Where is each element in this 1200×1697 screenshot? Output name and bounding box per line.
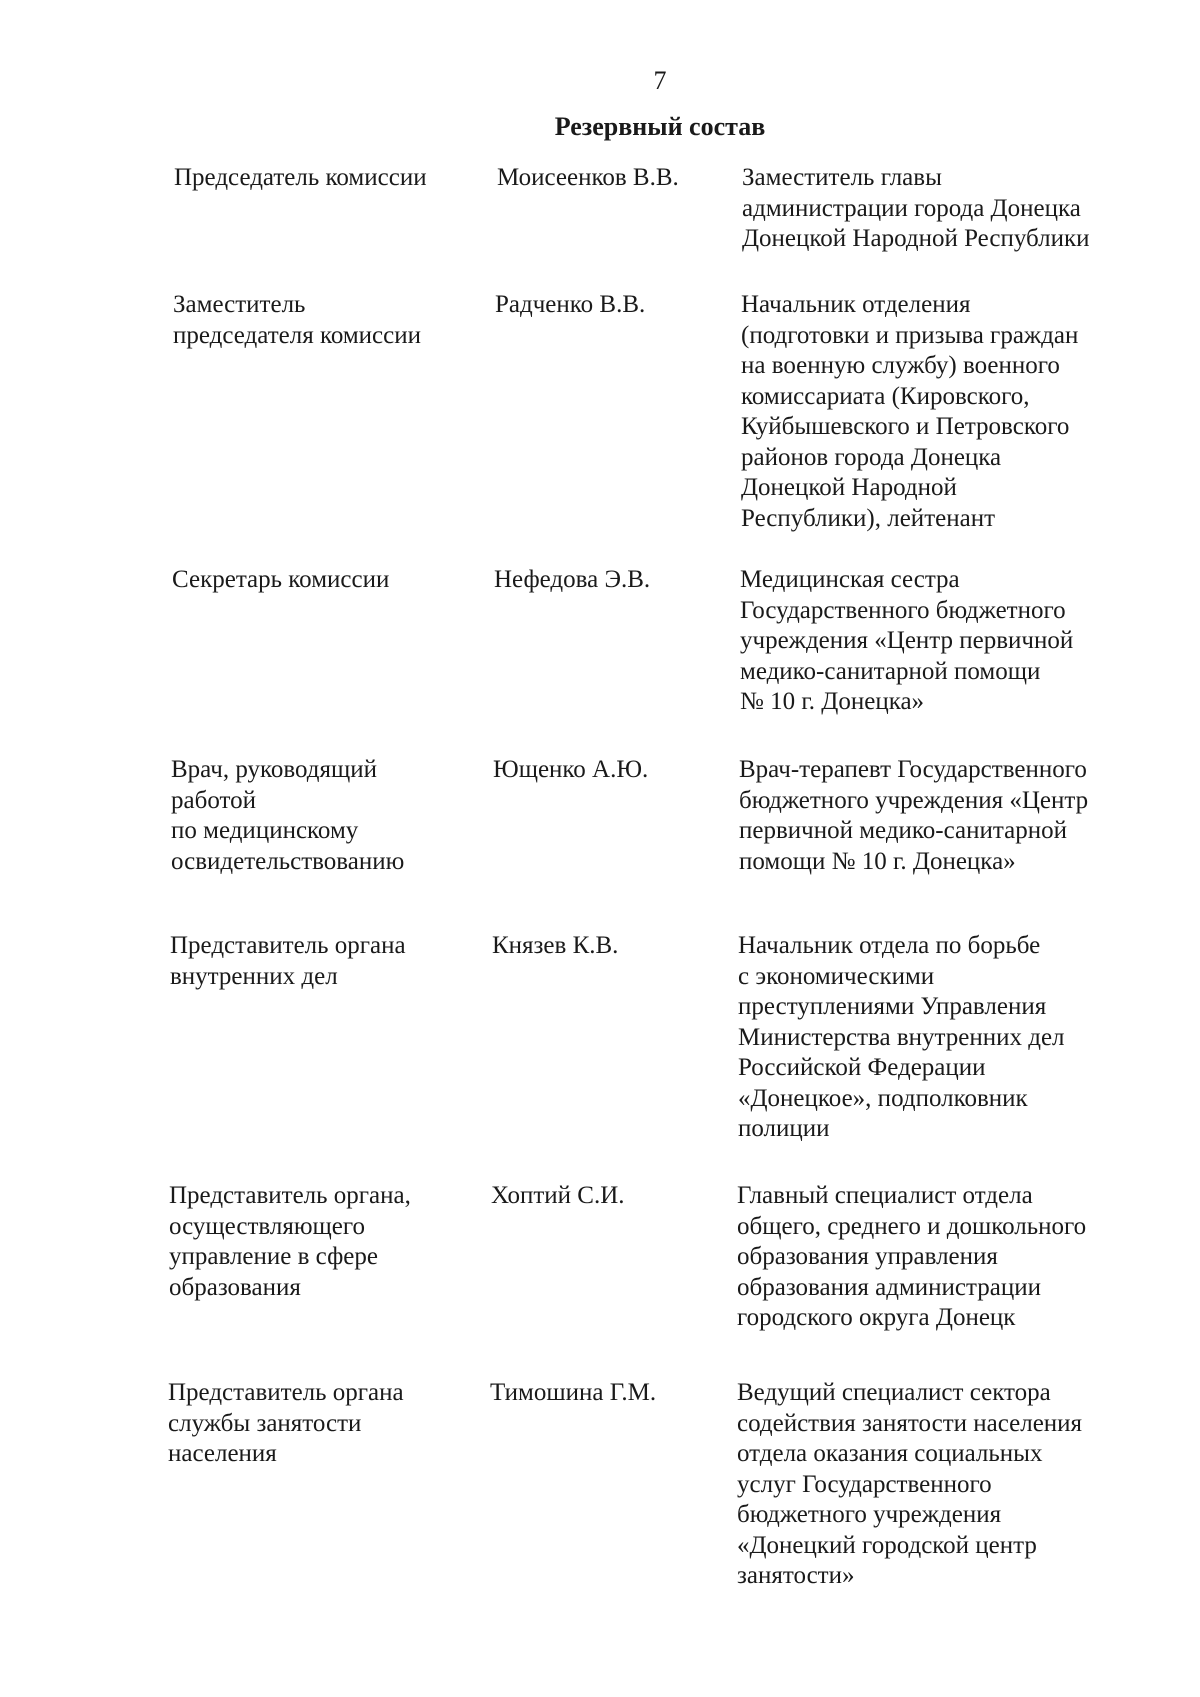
position-line: Ведущий специалист сектора (737, 1379, 1051, 1406)
position-line: «Донецкий городской центр (737, 1531, 1037, 1559)
page-number: 7 (653, 66, 667, 95)
position-line: с экономическими (738, 962, 935, 990)
position-line: Республики), лейтенант (741, 504, 995, 532)
position-line: занятости» (737, 1562, 855, 1589)
role-line: Секретарь комиссии (172, 566, 390, 593)
position-line: общего, среднего и дошкольного (737, 1212, 1087, 1240)
role-line: работой (171, 786, 256, 814)
role-line: освидетельствованию (171, 847, 405, 875)
position-line: Главный специалист отдела (737, 1182, 1033, 1209)
position-line: Донецкой Народной Республики (742, 225, 1090, 252)
position-line: первичной медико-санитарной (739, 817, 1067, 844)
member-position (737, 1378, 1137, 1592)
position-line: № 10 г. Донецка» (740, 688, 925, 715)
position-line: содействия занятости населения (737, 1409, 1083, 1437)
position-line: районов города Донецка (741, 443, 1002, 471)
position-line: услуг Государственного (737, 1470, 992, 1498)
member-name: Моисеенков В.В. (497, 164, 679, 191)
position-line: отдела оказания социальных (737, 1440, 1043, 1467)
member-role (173, 290, 463, 351)
position-line: преступлениями Управления (738, 993, 1047, 1020)
position-line: медико-санитарной помощи (740, 657, 1041, 685)
position-line: учреждения «Центр первичной (740, 627, 1074, 654)
member-role (168, 1378, 458, 1470)
member-position (739, 755, 1139, 877)
role-line: службы занятости (168, 1409, 362, 1437)
member-name: Князев К.В. (492, 932, 619, 959)
role-line: осуществляющего (169, 1212, 365, 1240)
member-name: Хоптий С.И. (491, 1182, 625, 1209)
role-line: управление в сфере (169, 1243, 378, 1270)
position-line: образования управления (737, 1243, 998, 1270)
role-line: Представитель органа (170, 932, 406, 959)
member-position (742, 163, 1142, 255)
role-line: по медицинскому (171, 817, 359, 844)
member-name: Радченко В.В. (495, 291, 646, 318)
position-line: Куйбышевского и Петровского (741, 413, 1070, 440)
position-line: Начальник отделения (741, 291, 971, 318)
role-line: внутренних дел (170, 962, 338, 990)
member-position (741, 290, 1141, 534)
role-line: образования (169, 1273, 301, 1301)
role-line: председателя комиссии (173, 321, 421, 349)
position-line: Российской Федерации (738, 1054, 986, 1081)
section-title: Резервный состав (554, 112, 766, 141)
member-name: Нефедова Э.В. (494, 566, 651, 593)
role-line: Председатель комиссии (174, 164, 427, 191)
member-position (737, 1181, 1137, 1334)
member-role (169, 1181, 459, 1303)
role-line: Представитель органа, (169, 1182, 411, 1209)
role-line: Врач, руководящий (171, 756, 378, 783)
position-line: бюджетного учреждения (737, 1501, 1002, 1528)
role-line: Представитель органа (168, 1379, 404, 1406)
position-line: Министерства внутренних дел (738, 1023, 1065, 1051)
position-line: Врач-терапевт Государственного (739, 756, 1087, 783)
role-line: населения (168, 1440, 277, 1467)
position-line: помощи № 10 г. Донецка» (739, 847, 1016, 875)
position-line: «Донецкое», подполковник (738, 1084, 1028, 1112)
member-role (174, 163, 464, 194)
position-line: администрации города Донецка (742, 194, 1081, 222)
position-line: Начальник отдела по борьбе (738, 932, 1041, 959)
member-role (172, 565, 462, 596)
position-line: бюджетного учреждения «Центр (739, 786, 1089, 814)
position-line: Донецкой Народной (741, 474, 957, 501)
position-line: образования администрации (737, 1273, 1041, 1301)
position-line: городского округа Донецк (737, 1304, 1016, 1331)
member-role (170, 931, 460, 992)
member-position (738, 931, 1138, 1145)
position-line: на военную службу) военного (741, 352, 1060, 379)
position-line: Государственного бюджетного (740, 596, 1066, 624)
position-line: полиции (738, 1115, 830, 1142)
member-name: Ющенко А.Ю. (493, 756, 649, 783)
position-line: комиссариата (Кировского, (741, 382, 1030, 410)
member-role (171, 755, 461, 877)
position-line: Медицинская сестра (740, 566, 960, 593)
member-position (740, 565, 1140, 718)
member-name: Тимошина Г.М. (490, 1379, 657, 1406)
position-line: Заместитель главы (742, 164, 942, 191)
role-line: Заместитель (173, 291, 306, 318)
position-line: (подготовки и призыва граждан (741, 321, 1079, 349)
